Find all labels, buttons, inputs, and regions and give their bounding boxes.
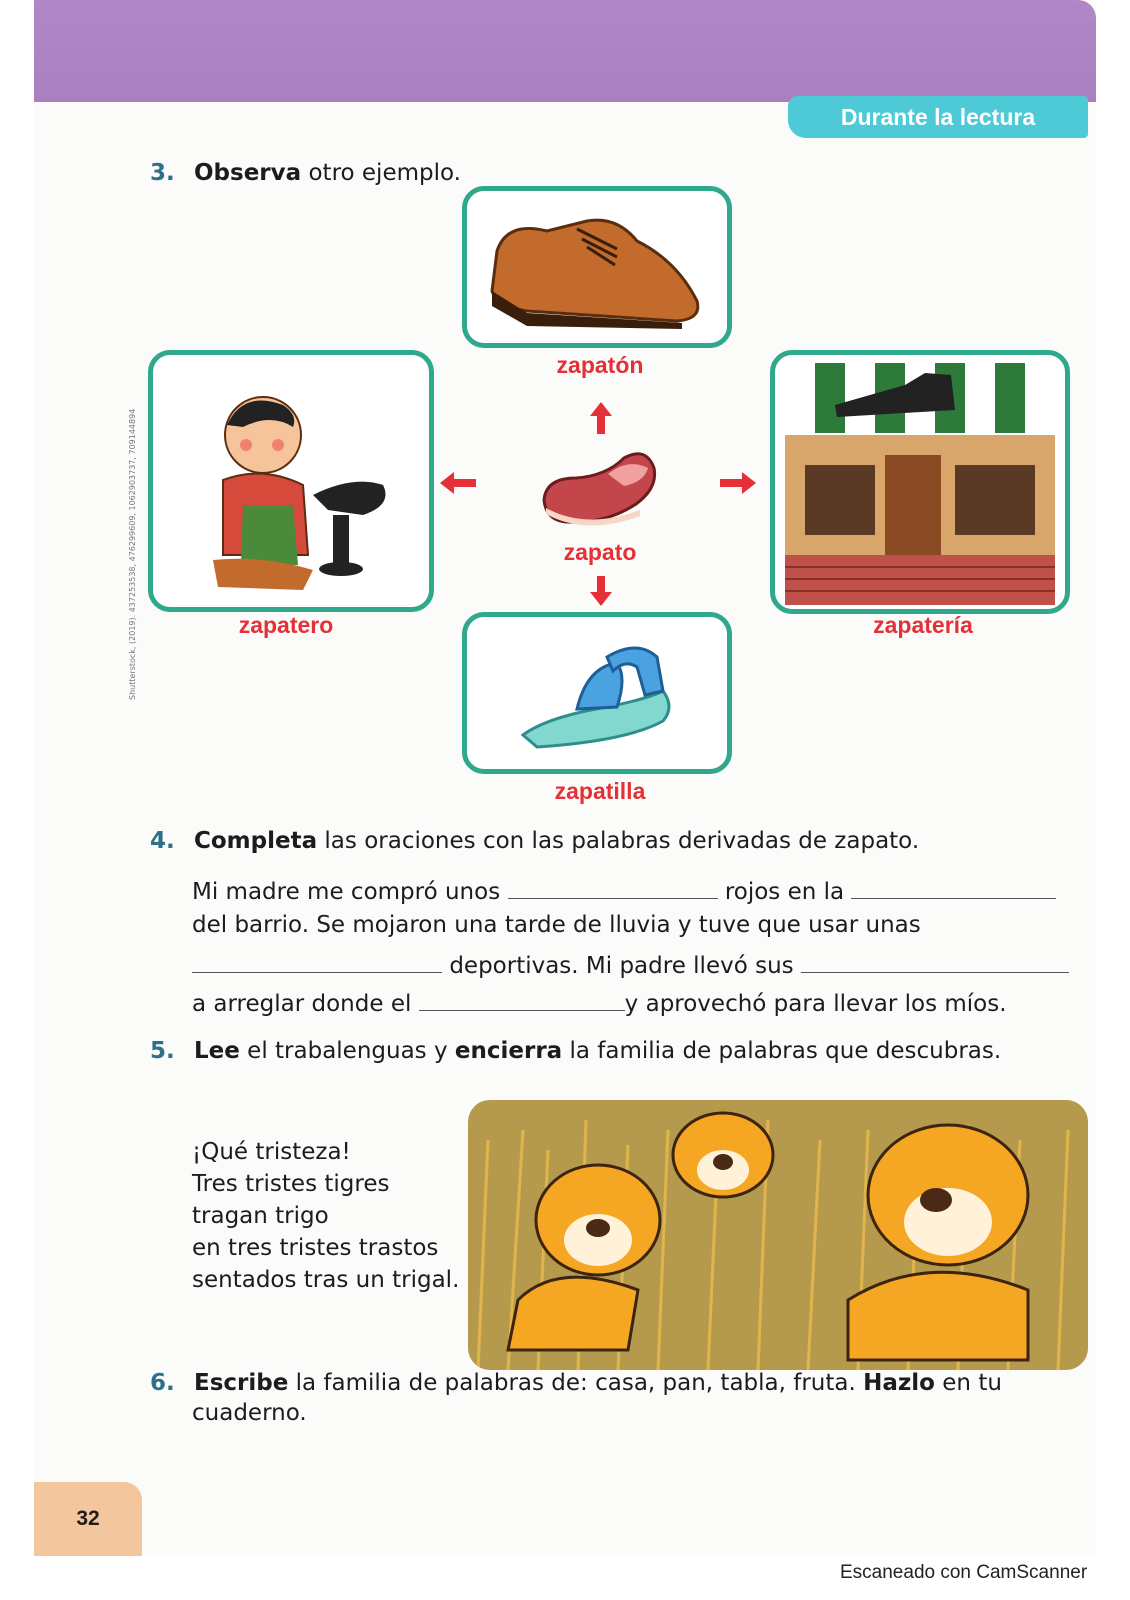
card-zapaton <box>462 186 732 348</box>
label-zapatero: zapatero <box>238 612 334 638</box>
image-credit: Shutterstock, (2019). 437253538, 476299609, 1062903737, 709144894 <box>128 408 137 700</box>
poem-line: Tres tristes tigres <box>192 1171 390 1197</box>
card-zapatilla <box>462 612 732 774</box>
arrow-right-icon <box>718 470 758 496</box>
blank-field-5[interactable] <box>419 990 625 1011</box>
question-6-line-2: cuaderno. <box>192 1400 307 1426</box>
label-zapaton: zapatón <box>556 352 644 378</box>
question-text: Escribe la familia de palabras de: casa, pan, tabla, fruta. Hazlo en tu <box>194 1370 1002 1396</box>
sentence-line-1: Mi madre me compró unos rojos en la <box>192 878 1056 905</box>
card-zapatero <box>148 350 434 612</box>
poem-line: tragan trigo <box>192 1203 329 1229</box>
section-tab: Durante la lectura <box>788 96 1088 138</box>
shoe-store-illustration <box>775 355 1065 609</box>
blank-field-3[interactable] <box>192 952 442 973</box>
question-number: 4. <box>150 828 175 854</box>
poem-line: sentados tras un trigal. <box>192 1267 460 1293</box>
sandal-illustration <box>467 617 727 769</box>
arrow-left-icon <box>438 470 478 496</box>
header-band <box>34 0 1096 102</box>
question-number: 3. <box>150 160 175 186</box>
blank-field-4[interactable] <box>801 952 1069 973</box>
scanner-watermark: Escaneado con CamScanner <box>840 1562 1088 1583</box>
sentence-line-3: deportivas. Mi padre llevó sus <box>192 952 1069 979</box>
question-text: Lee el trabalenguas y encierra la familia de palabras que descubras. <box>194 1038 1002 1064</box>
label-zapatilla: zapatilla <box>554 778 646 804</box>
sentence-line-4: a arreglar donde el y aprovechó para llevar los míos. <box>192 991 1007 1017</box>
page-number: 32 <box>34 1482 142 1556</box>
card-zapateria <box>770 350 1070 614</box>
blank-field-1[interactable] <box>508 878 718 899</box>
sentence-line-2: del barrio. Se mojaron una tarde de lluvia y tuve que usar unas <box>192 912 921 938</box>
poem-line: en tres tristes trastos <box>192 1235 439 1261</box>
tigers-illustration <box>468 1100 1088 1370</box>
dress-shoe-illustration <box>467 191 727 343</box>
arrow-down-icon <box>588 574 614 608</box>
label-zapato: zapato <box>563 539 637 565</box>
shoemaker-illustration <box>153 355 429 607</box>
poem-line: ¡Qué tristeza! <box>192 1139 351 1165</box>
question-number: 6. <box>150 1370 175 1396</box>
question-text: Completa las oraciones con las palabras derivadas de zapato. <box>194 828 920 854</box>
tongue-twister <box>192 1136 459 1296</box>
label-zapateria: zapatería <box>873 612 973 638</box>
arrow-up-icon <box>588 400 614 436</box>
loafer-illustration <box>536 438 666 534</box>
question-number: 5. <box>150 1038 175 1064</box>
blank-field-2[interactable] <box>851 878 1056 899</box>
question-text: Observa otro ejemplo. <box>194 160 461 186</box>
